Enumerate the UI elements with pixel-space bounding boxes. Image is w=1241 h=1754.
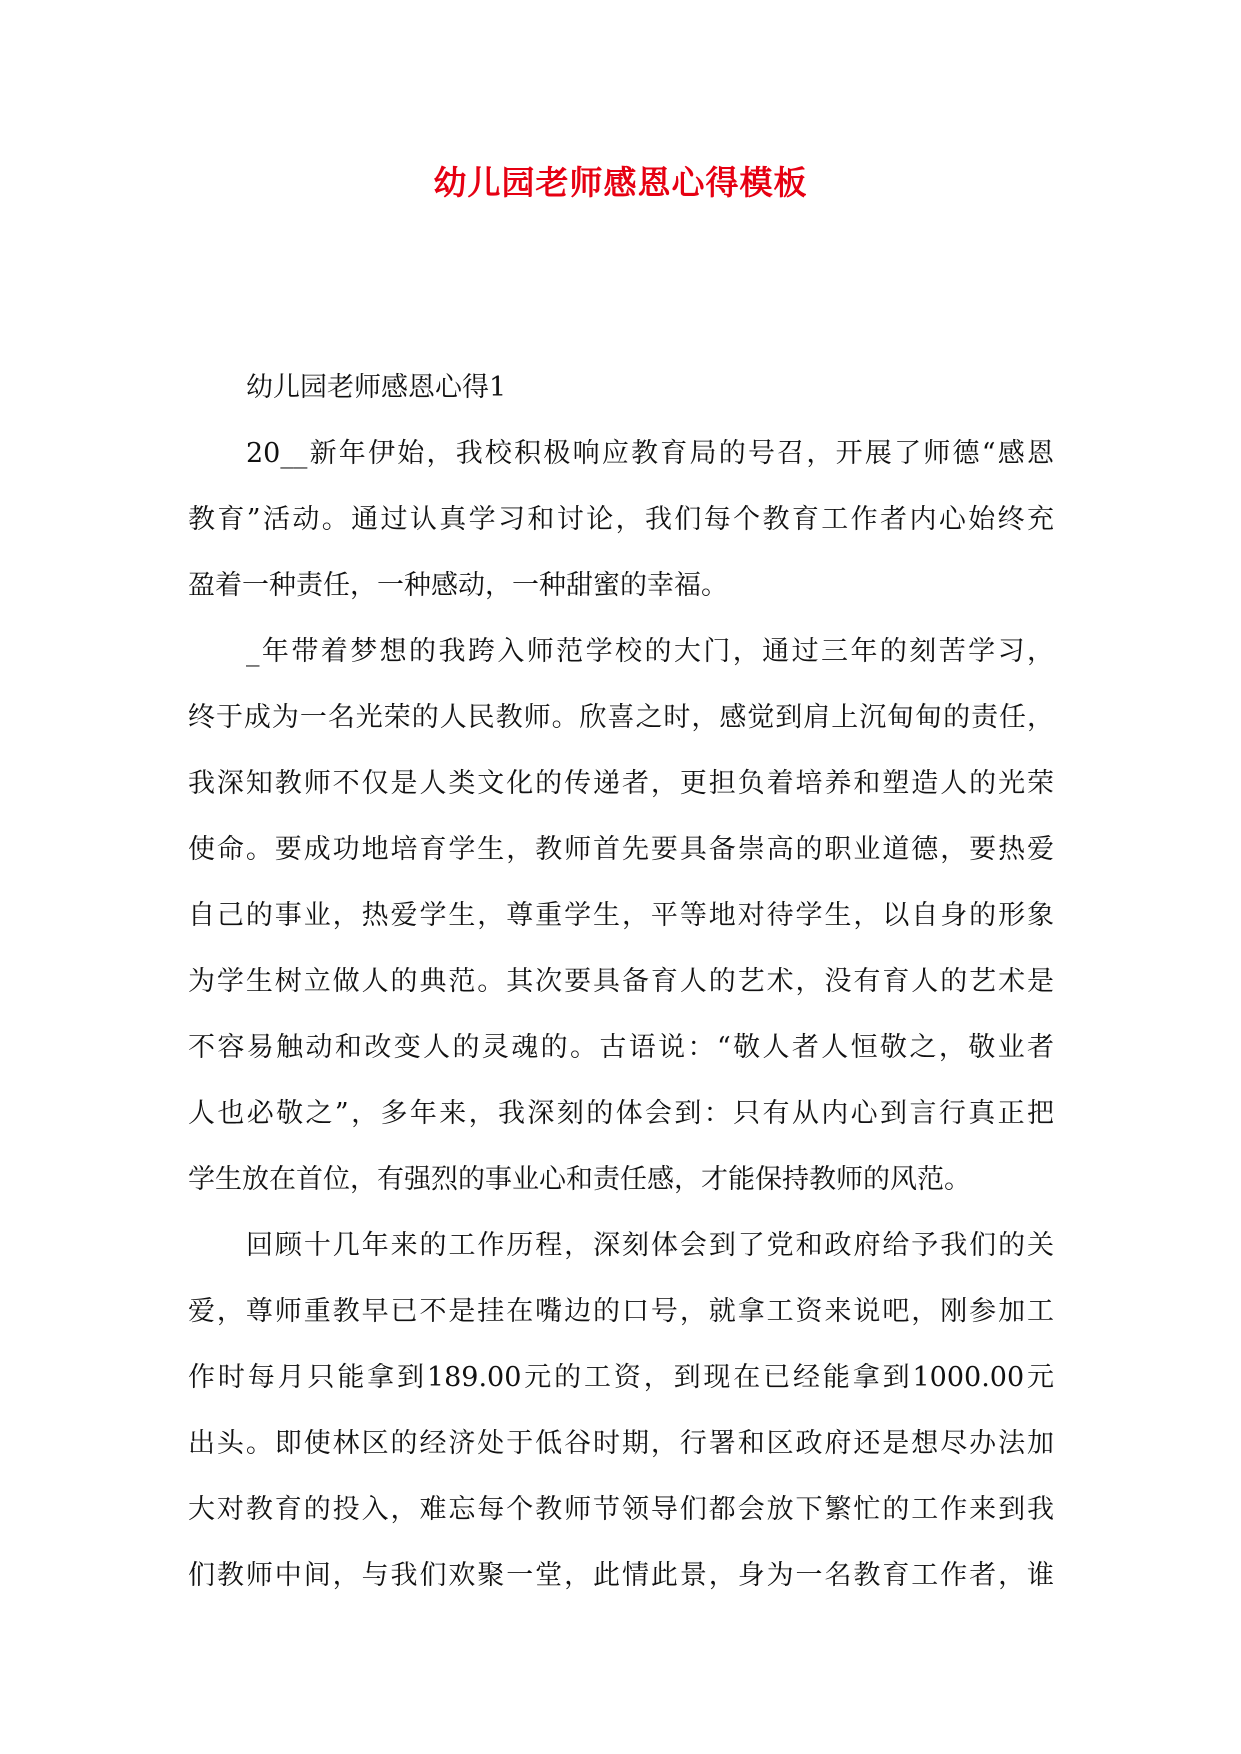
paragraph-line: 为学生树立做人的典范。其次要具备育人的艺术，没有育人的艺术是 (188, 966, 1054, 997)
paragraph-line: 终于成为一名光荣的人民教师。欣喜之时，感觉到肩上沉甸甸的责任， (188, 702, 1054, 733)
document-body (188, 355, 1054, 1609)
paragraph-line: _年带着梦想的我跨入师范学校的大门，通过三年的刻苦学习， (246, 636, 1054, 667)
paragraph-line: 大对教育的投入，难忘每个教师节领导们都会放下繁忙的工作来到我 (188, 1494, 1054, 1525)
section-heading: 幼儿园老师感恩心得1 (246, 372, 507, 403)
paragraph-line: 20__新年伊始，我校积极响应教育局的号召，开展了师德“感恩 (246, 438, 1054, 469)
paragraph-line: 我深知教师不仅是人类文化的传递者，更担负着培养和塑造人的光荣 (188, 768, 1054, 799)
paragraph-line: 们教师中间，与我们欢聚一堂，此情此景，身为一名教育工作者，谁 (188, 1560, 1054, 1591)
paragraph-line: 使命。要成功地培育学生，教师首先要具备崇高的职业道德，要热爱 (188, 834, 1054, 865)
paragraph-line: 盈着一种责任，一种感动，一种甜蜜的幸福。 (188, 570, 728, 601)
paragraph-line: 自己的事业，热爱学生，尊重学生，平等地对待学生，以自身的形象 (188, 900, 1054, 931)
paragraph-line: 爱，尊师重教早已不是挂在嘴边的口号，就拿工资来说吧，刚参加工 (188, 1296, 1054, 1327)
document-title: 幼儿园老师感恩心得模板 (433, 163, 808, 202)
paragraph-line: 教育”活动。通过认真学习和讨论，我们每个教育工作者内心始终充 (188, 504, 1054, 535)
paragraph-line: 不容易触动和改变人的灵魂的。古语说：“敬人者人恒敬之，敬业者 (188, 1032, 1054, 1063)
paragraph-line: 人也必敬之”，多年来，我深刻的体会到：只有从内心到言行真正把 (188, 1098, 1054, 1129)
paragraph-line: 作时每月只能拿到189.00元的工资，到现在已经能拿到1000.00元 (188, 1362, 1054, 1393)
paragraph-line: 学生放在首位，有强烈的事业心和责任感，才能保持教师的风范。 (188, 1164, 971, 1195)
paragraph-line: 回顾十几年来的工作历程，深刻体会到了党和政府给予我们的关 (246, 1230, 1054, 1261)
paragraph-line: 出头。即使林区的经济处于低谷时期，行署和区政府还是想尽办法加 (188, 1428, 1054, 1459)
